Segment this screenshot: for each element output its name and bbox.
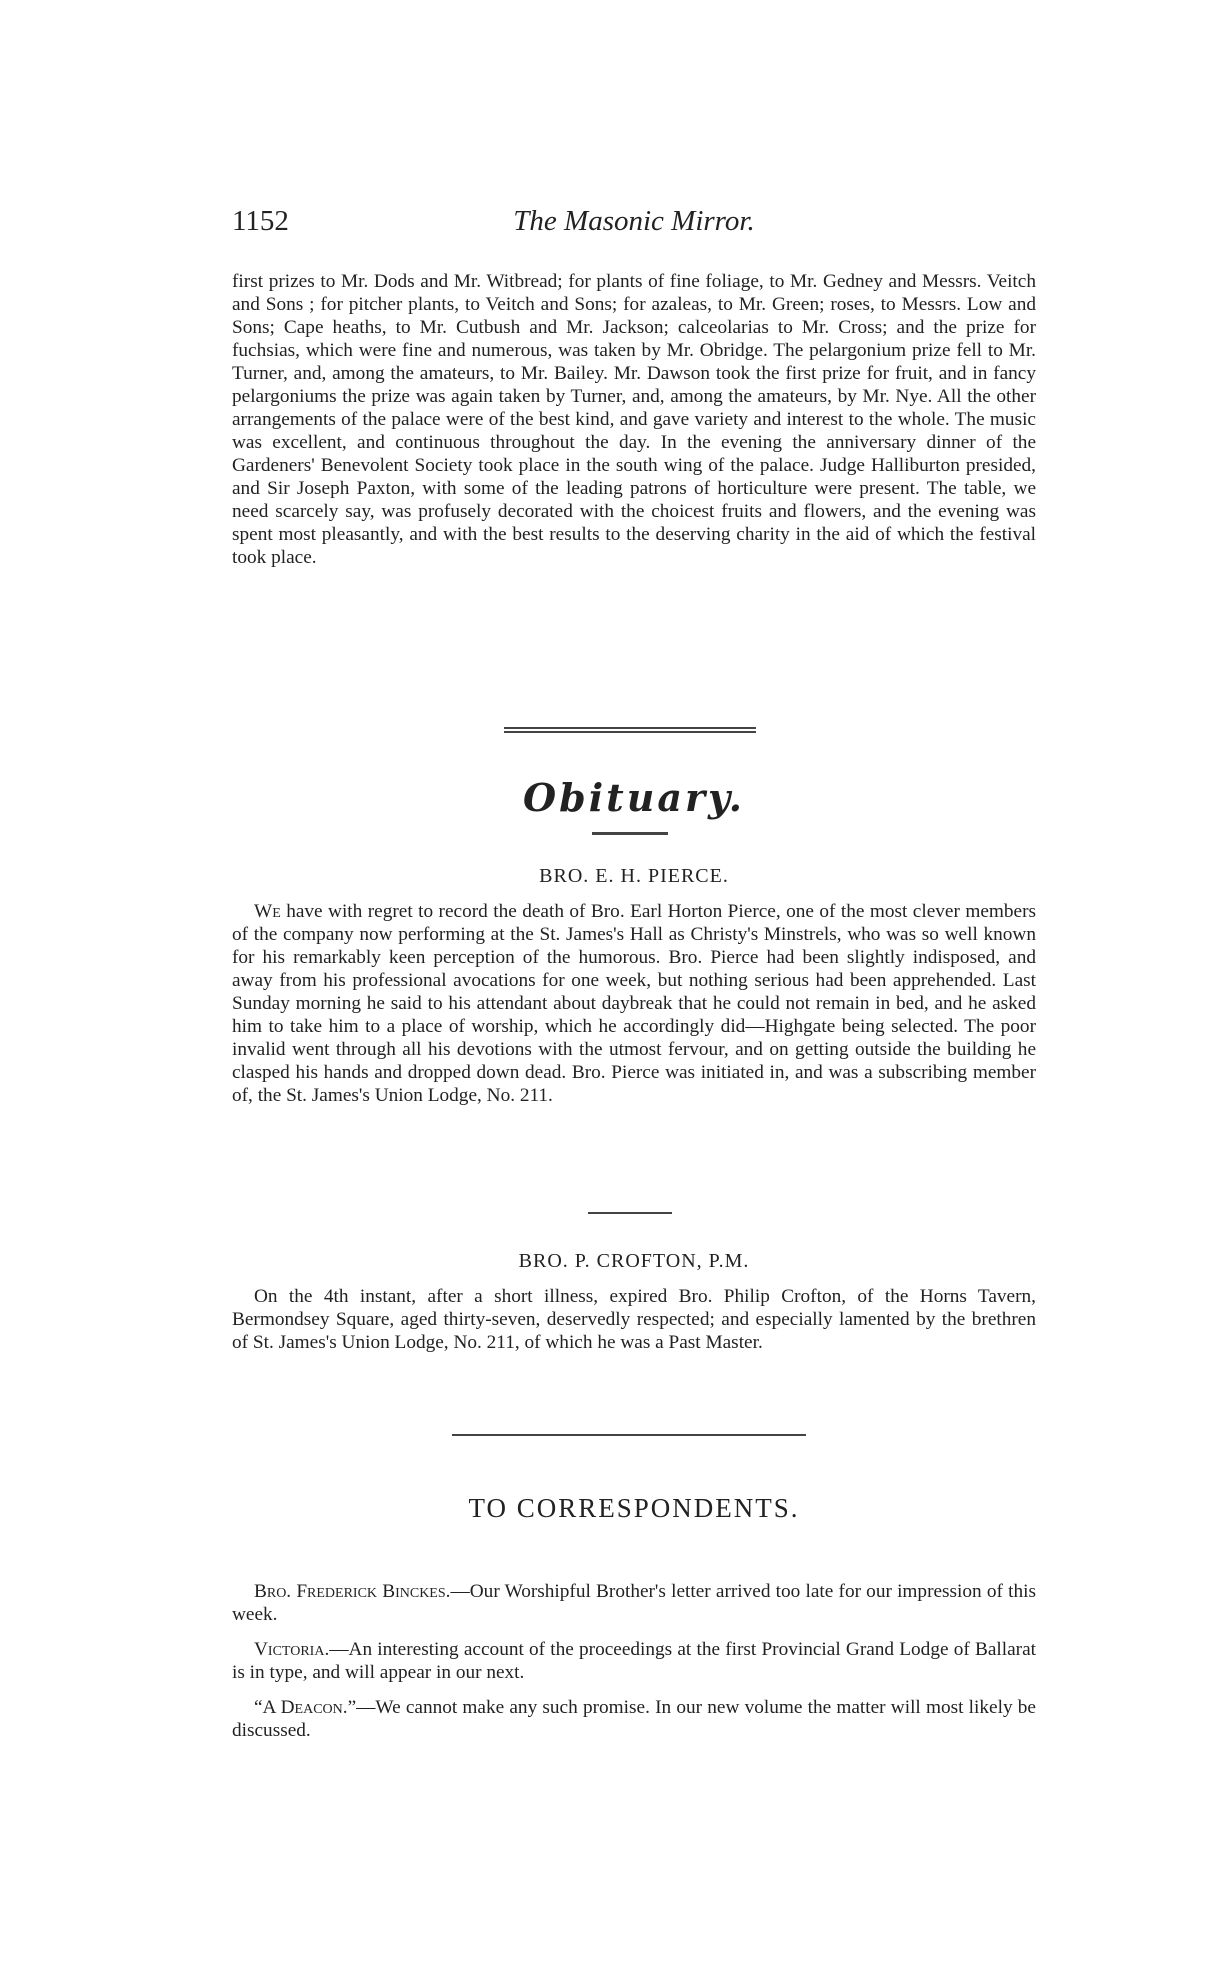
obituary-heading: Obituary.: [523, 775, 745, 820]
obituary-name: BRO. E. H. PIERCE.: [539, 865, 729, 887]
correspondent-text: —We cannot make any such promise. In our new volume the matter will most likely be discussed.: [232, 1697, 1036, 1741]
page-number: 1152: [232, 205, 289, 237]
section-divider: [452, 1434, 806, 1436]
obituary-text: [232, 900, 1036, 1107]
obituary-body: have with regret to record the death of Bro. Earl Horton Pierce, one of the most clever members of the company now performing at the St. James's Hall as Christy's Minstrels, who was so well known for his remarkably keen perception of the humorous. Bro. Pierce had been slightly indisposed, and away from his professional avocations for one week, but nothing serious had been apprehended. Last Sunday morning he said to his attendant about daybreak that he could not remain in bed, and he asked him to take him to a place of worship, which he accordingly did—Highgate being selected. The poor invalid went through all his devotions with the utmost fervour, and on getting outside the building he clasped his hands and dropped down dead. Bro. Pierce was initiated in, and was a subscribing member of, the St. James's Union Lodge, No. 211.: [232, 901, 1036, 1106]
correspondent-name: Bro. Frederick Binckes.: [254, 1581, 451, 1602]
correspondent-name: “A Deacon.”: [254, 1697, 357, 1718]
lead-word: We: [254, 901, 281, 922]
correspondent-note: [232, 1580, 1036, 1626]
correspondent-text: —An interesting account of the proceedings at the first Provincial Grand Lodge of Ballarat is in type, and will appear in our next.: [232, 1639, 1036, 1683]
section-divider: [504, 727, 756, 733]
correspondents-heading: TO CORRESPONDENTS.: [468, 1493, 800, 1523]
correspondent-note: [232, 1696, 1036, 1742]
opening-section: [232, 270, 1036, 569]
obituary-entry: [232, 1285, 1036, 1354]
running-head: [232, 205, 1036, 245]
journal-title: The Masonic Mirror.: [513, 205, 755, 237]
obituary-text: On the 4th instant, after a short illness, expired Bro. Philip Crofton, of the Horns Tavern, Bermondsey Square, aged thirty-seven, deservedly respected; and especially lamented by the brethren of St. James's Union Lodge, No. 211, of which he was a Past Master.: [232, 1286, 1036, 1353]
correspondent-name: Victoria.: [254, 1639, 330, 1660]
heading-underline: [592, 832, 668, 835]
obituary-entry: [232, 900, 1036, 1107]
entry-divider: [588, 1212, 672, 1214]
obituary-name: BRO. P. CROFTON, P.M.: [518, 1250, 750, 1272]
correspondent-note: [232, 1638, 1036, 1684]
correspondent-text: —Our Worshipful Brother's letter arrived too late for our impression of this week.: [232, 1581, 1036, 1625]
opening-paragraph: first prizes to Mr. Dods and Mr. Witbread; for plants of fine foliage, to Mr. Gedney and Messrs. Veitch and Sons ; for pitcher plants, to Veitch and Sons; for azaleas, to Mr. Green; roses, to Messrs. Low and Sons; Cape heaths, to Mr. Cutbush and Mr. Jackson; calceolarias to Mr. Cross; and the prize for fuchsias, which were fine and numerous, was taken by Mr. Obridge. The pelargonium prize fell to Mr. Turner, and, among the amateurs, to Mr. Bailey. Mr. Dawson took the first prize for fruit, and in fancy pelargoniums the prize was again taken by Turner, and, among the amateurs, by Mr. Nye. All the other arrangements of the palace were of the best kind, and gave variety and interest to the whole. The music was excellent, and continuous throughout the day. In the evening the anniversary dinner of the Gardeners' Benevolent Society took place in the south wing of the palace. Judge Halliburton presided, and Sir Joseph Paxton, with some of the leading patrons of horticulture were present. The table, we need scarcely say, was profusely decorated with the choicest fruits and flowers, and the evening was spent most pleasantly, and with the best results to the deserving charity in the aid of which the festival took place.: [232, 271, 1036, 568]
correspondents-list: [232, 1580, 1036, 1754]
